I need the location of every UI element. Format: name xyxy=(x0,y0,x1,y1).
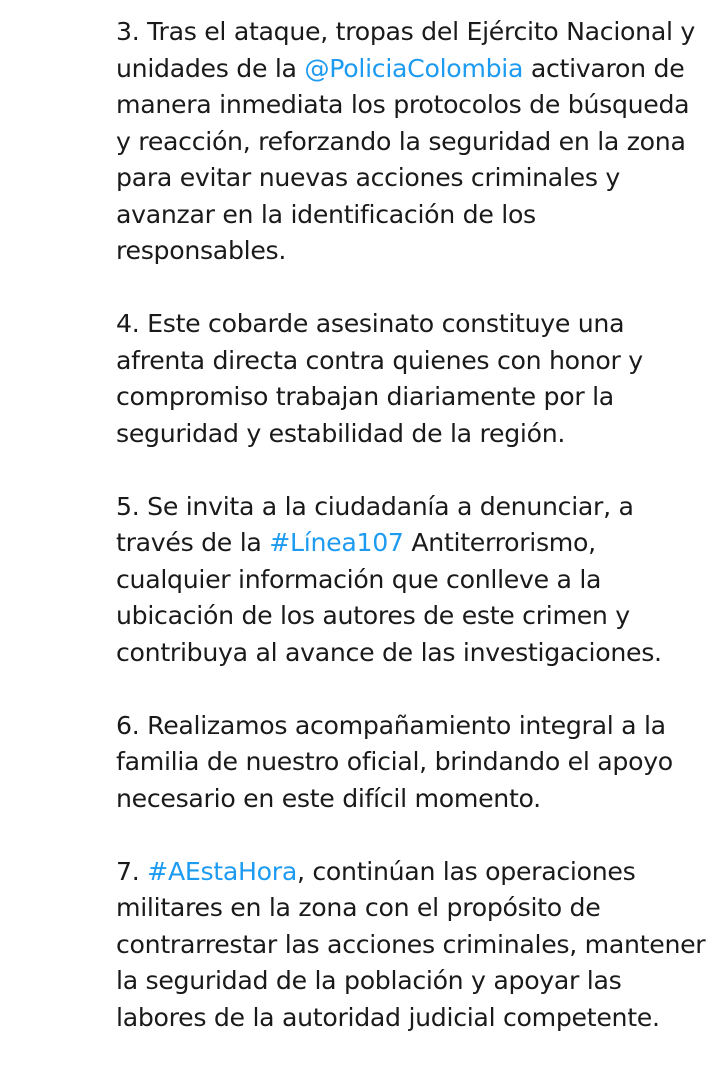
text-line: 7. #AEstaHora, continúan las operaciones xyxy=(116,856,636,886)
text-line: seguridad y estabilidad de la región. xyxy=(116,418,566,448)
text-line: contrarrestar las acciones criminales, mantener xyxy=(116,929,706,959)
text-line: 3. Tras el ataque, tropas del Ejército Nacional y xyxy=(116,17,695,46)
paragraph-7 xyxy=(116,854,716,1037)
text-line: contribuya al avance de las investigaciones. xyxy=(116,637,662,667)
text-line: 5. Se invita a la ciudadanía a denunciar, a xyxy=(116,491,634,521)
paragraph-3 xyxy=(116,14,716,270)
text-line: unidades de la @PoliciaColombia activaron de xyxy=(116,53,685,83)
text-line: necesario en este difícil momento. xyxy=(116,783,541,813)
text-line: la seguridad de la población y apoyar las xyxy=(116,966,622,995)
text-line: 6. Realizamos acompañamiento integral a la xyxy=(116,710,666,740)
hashtag-aestahora-link[interactable]: #AEstaHora xyxy=(147,856,297,886)
text-line: ubicación de los autores de este crimen y xyxy=(116,601,630,630)
paragraph-4 xyxy=(116,306,716,452)
paragraph-5 xyxy=(116,489,716,672)
tweet-text-body xyxy=(116,14,716,1073)
paragraph-6 xyxy=(116,708,716,818)
text-line: compromiso trabajan diariamente por la xyxy=(116,382,614,411)
text-line: cualquier información que conlleve a la xyxy=(116,564,602,594)
text-line: avanzar en la identificación de los xyxy=(116,199,536,229)
text-line: manera inmediata los protocolos de búsqueda xyxy=(116,90,690,119)
text-line: labores de la autoridad judicial competente. xyxy=(116,1002,660,1032)
text-line: través de la #Línea107 Antiterrorismo, xyxy=(116,528,596,557)
text-line: y reacción, reforzando la seguridad en la zona xyxy=(116,126,686,156)
text-line: afrenta directa contra quienes con honor y xyxy=(116,345,643,375)
text-line: responsables. xyxy=(116,236,287,265)
text-line: militares en la zona con el propósito de xyxy=(116,893,601,922)
mention-policia-colombia-link[interactable]: @PoliciaColombia xyxy=(304,53,524,83)
text-line: 4. Este cobarde asesinato constituye una xyxy=(116,309,625,338)
hashtag-linea107-link[interactable]: #Línea107 xyxy=(269,528,404,557)
text-line: familia de nuestro oficial, brindando el apoyo xyxy=(116,747,673,776)
text-line: para evitar nuevas acciones criminales y xyxy=(116,163,620,192)
